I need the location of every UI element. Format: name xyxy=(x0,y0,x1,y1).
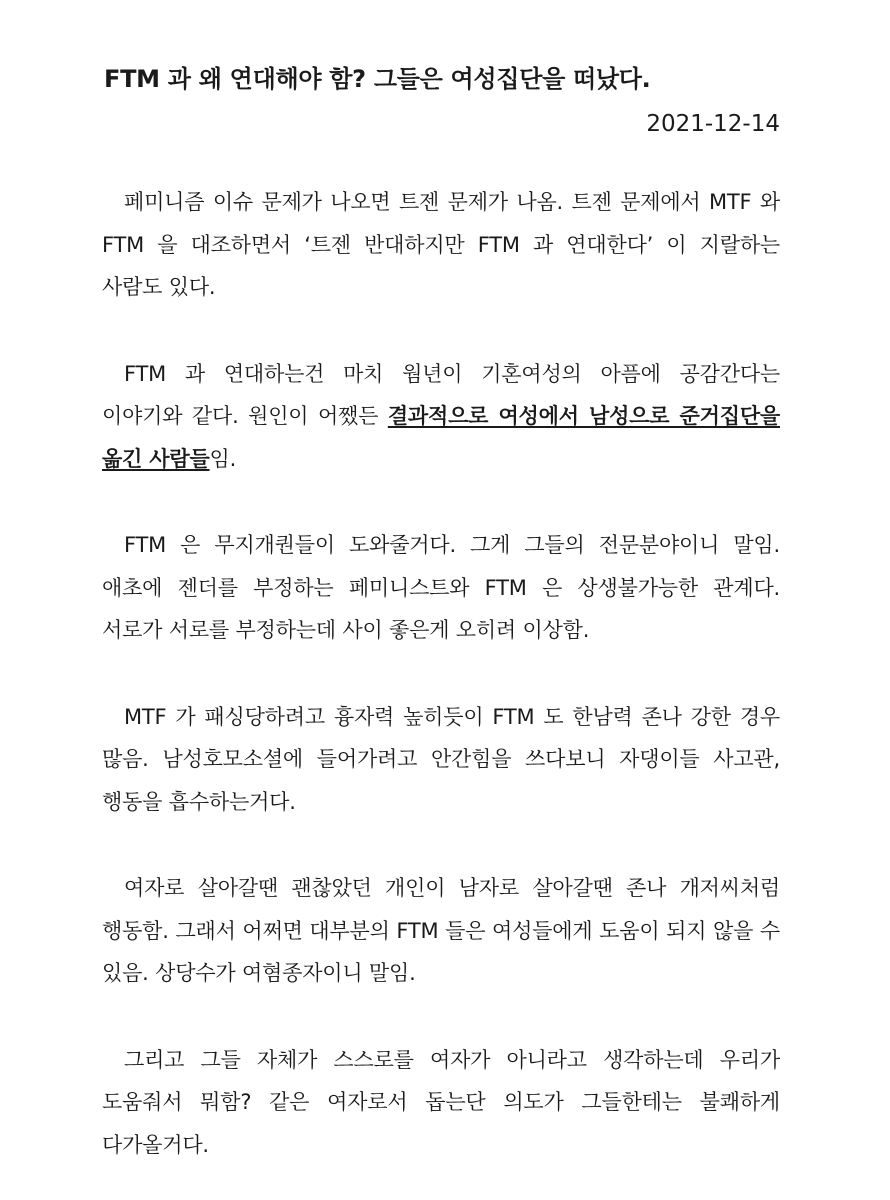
paragraph-2 xyxy=(102,353,780,481)
paragraph-4: MTF 가 패싱당하려고 흉자력 높히듯이 FTM 도 한남력 존나 강한 경우 많음. 남성호모소셜에 들어가려고 안간힘을 쓰다보니 자댕이들 사고관, 행동을 흡수하는거다. xyxy=(102,704,780,814)
paragraph-6: 그리고 그들 자체가 스스로를 여자가 아니라고 생각하는데 우리가 도움줘서 뭐함? 같은 여자로서 돕는단 의도가 그들한테는 불쾌하게 다가올거다. xyxy=(102,1047,780,1157)
document-title: FTM 과 왜 연대해야 함? 그들은 여성집단을 떠났다. xyxy=(104,65,651,93)
document-body xyxy=(102,181,780,1166)
paragraph-2-ending: 임. xyxy=(209,446,237,471)
paragraph-5: 여자로 살아갈땐 괜찮았던 개인이 남자로 살아갈땐 존나 개저씨처럼 행동함. 그래서 어쩌면 대부분의 FTM 들은 여성들에게 도움이 되지 않을 수 있음. 상당수가 여혐종자이니 말임. xyxy=(102,876,780,985)
paragraph-3: FTM 은 무지개퀀들이 도와줄거다. 그게 그들의 전문분야이니 말임. 애초에 젠더를 부정하는 페미니스트와 FTM 은 상생불가능한 관계다. 서로가 서로를 부정하는데 사이 좋은게 오히려 이상함. xyxy=(102,533,780,642)
document-date: 2021-12-14 xyxy=(646,111,780,137)
paragraph-1: 페미니즘 이슈 문제가 나오면 트젠 문제가 나옴. 트젠 문제에서 MTF 와 FTM 을 대조하면서 ‘트젠 반대하지만 FTM 과 연대한다’ 이 지랄하는 사람도 있다. xyxy=(102,190,780,299)
paragraph-2-emphasis: 결과적으로 여성에서 남성으로 준거집단을 옮긴 사람들 xyxy=(102,404,780,471)
paragraph-2-text: FTM 과 연대하는건 마치 웜년이 기혼여성의 아픔에 공감간다는 이야기와 같다. 원인이 어쨌든 xyxy=(102,361,780,428)
